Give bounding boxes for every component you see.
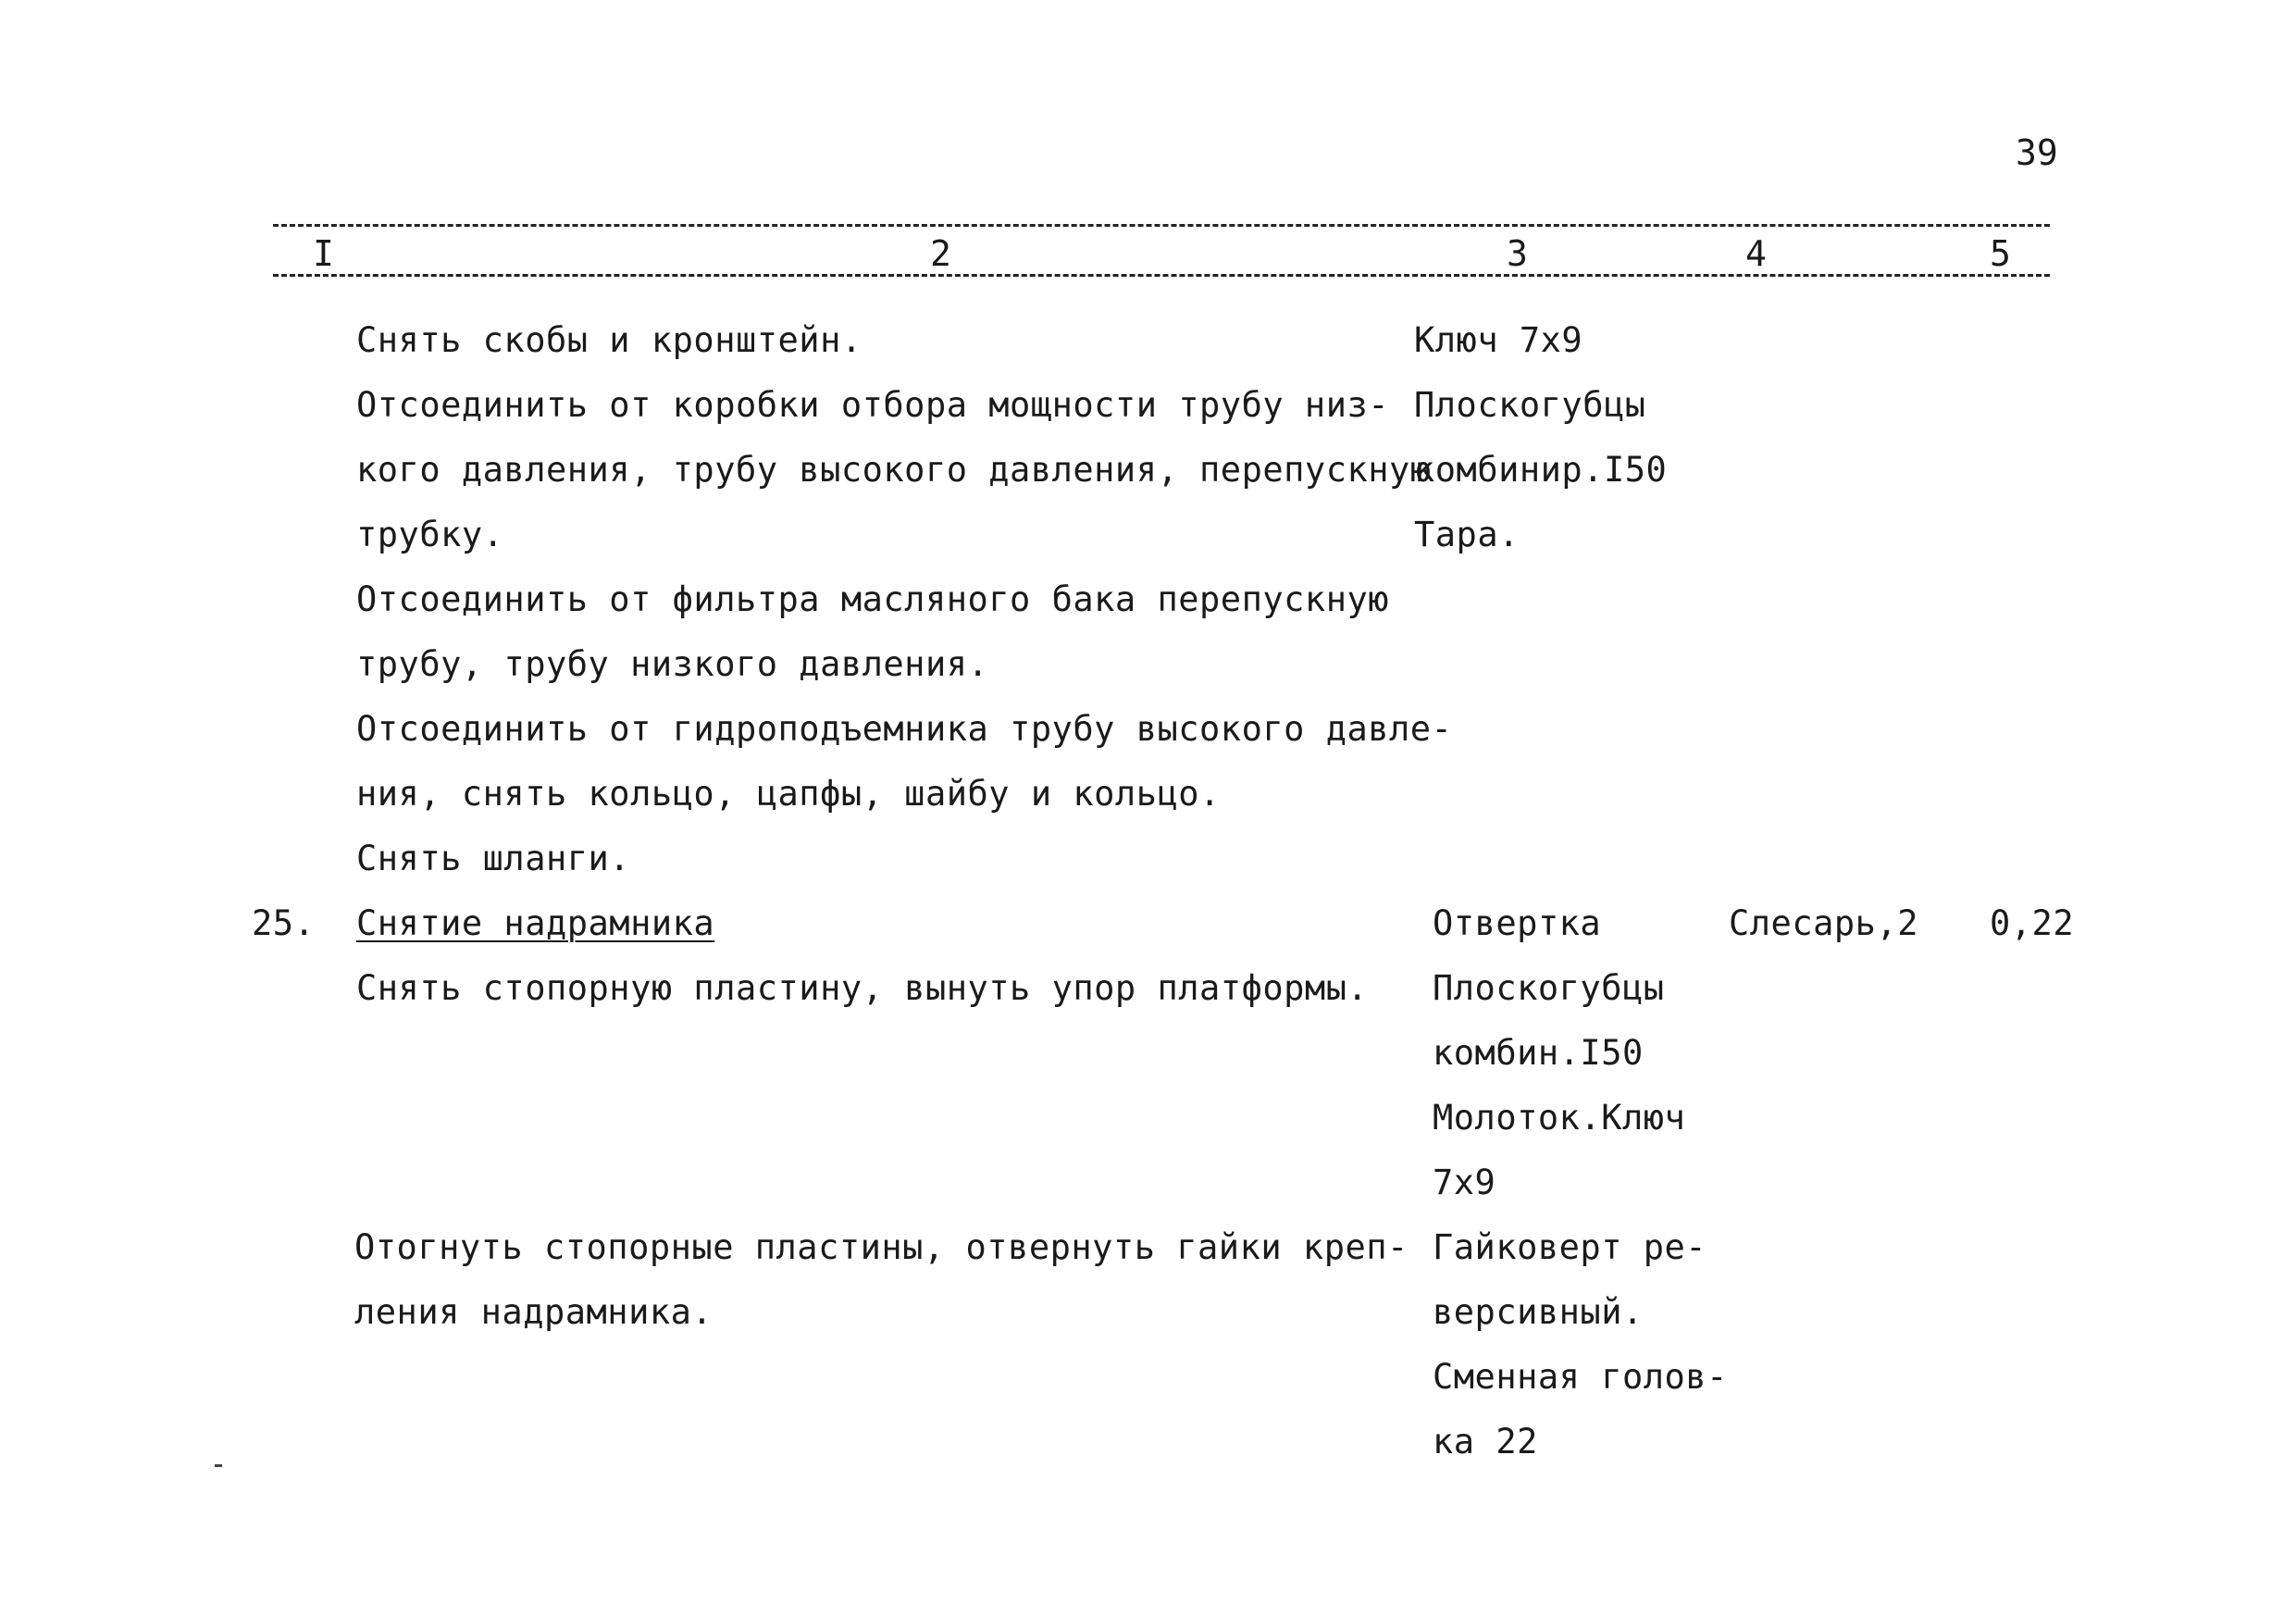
op-line: трубку. (356, 515, 504, 554)
op-line: Отсоединить от фильтра масляного бака перепускную (356, 579, 1390, 619)
tool-line: комбин.I50 (1433, 1033, 1644, 1073)
tool-line: Тара. (1414, 515, 1520, 554)
op-line: ления надрамника. (354, 1292, 714, 1332)
row-title: Снятие надрамника (356, 903, 715, 943)
tool-line: Плоскогубцы (1433, 968, 1665, 1008)
row-number: 25. (252, 903, 316, 943)
tool-line: 7х9 (1433, 1163, 1496, 1202)
op-line: трубу, трубу низкого давления. (356, 644, 989, 684)
header-col-2: 2 (930, 233, 951, 274)
header-rule-top (273, 224, 2050, 227)
op-line: Снять скобы и кронштейн. (356, 320, 863, 360)
tool-line: Плоскогубцы (1414, 385, 1646, 425)
header-col-5: 5 (1990, 233, 2011, 274)
op-line: ния, снять кольцо, цапфы, шайбу и кольцо. (356, 774, 1221, 814)
tool-line: Молоток.Ключ (1433, 1098, 1686, 1138)
header-col-1: I (313, 233, 334, 274)
tool-line: Гайковерт ре- (1433, 1227, 1707, 1267)
tool-line: Ключ 7х9 (1414, 320, 1583, 360)
page-number: 39 (2016, 132, 2058, 173)
tool-line: комбинир.I50 (1414, 450, 1668, 490)
op-line: Снять стопорную пластину, вынуть упор платформы. (356, 968, 1369, 1008)
header-col-3: 3 (1507, 233, 1528, 274)
op-line: Снять шланги. (356, 839, 631, 878)
op-line: кого давления, трубу высокого давления, перепускную (356, 450, 1432, 490)
header-col-4: 4 (1745, 233, 1767, 274)
worker-category: Слесарь,2 (1729, 903, 1918, 943)
tool-line: Отвертка (1433, 903, 1602, 943)
op-line: Отсоединить от гидроподъемника трубу высокого давле- (356, 709, 1453, 749)
time-norm: 0,22 (1990, 903, 2075, 943)
op-line: Отогнуть стопорные пластины, отвернуть гайки креп- (354, 1227, 1409, 1267)
tool-line: ка 22 (1433, 1422, 1538, 1462)
stray-mark (215, 1464, 222, 1467)
tool-line: Сменная голов- (1433, 1357, 1728, 1397)
op-line: Отсоединить от коробки отбора мощности трубу низ- (356, 385, 1390, 425)
header-rule-bottom (273, 274, 2050, 277)
tool-line: версивный. (1433, 1292, 1644, 1332)
